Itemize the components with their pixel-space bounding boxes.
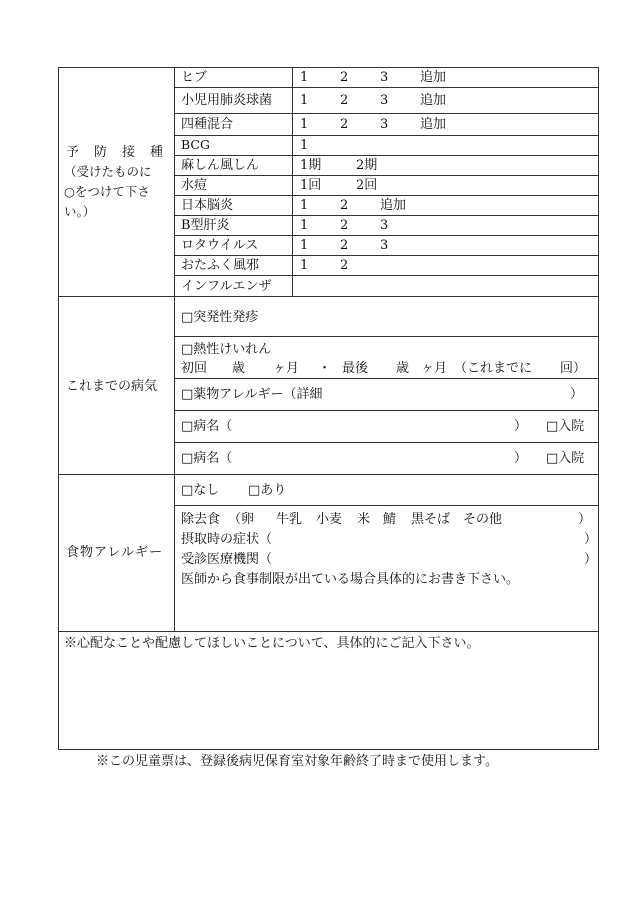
table-top-border [58,67,599,68]
concerns-prompt: ※心配なことや配慮してほしいことについて、具体的にご記入下さい。 [64,636,480,651]
dose-option[interactable]: 1 [300,138,309,153]
dose-option[interactable]: 3 [380,218,389,233]
table-right-border [598,67,599,750]
vaccine-name: おたふく風邪 [181,258,260,273]
vaccine-name: ヒブ [181,70,208,85]
vaccine-name: 小児用肺炎球菌 [181,93,273,108]
row-line [174,505,598,506]
section-separator [58,474,599,475]
food-allergy-details-area[interactable] [175,590,597,630]
has-allergy-checkbox[interactable]: □あり [248,483,287,498]
dose-option[interactable]: 追加 [420,70,447,85]
category-divider [174,67,175,631]
food-item[interactable]: 鯖 [383,512,397,527]
roseola-checkbox[interactable]: □突発性発疹 [181,310,259,325]
seizure-count-label: （これまでに [454,361,533,376]
section-separator [58,296,599,297]
disease-name-checkbox[interactable]: □病名（ [181,451,233,466]
elimination-diet-label: 除去食 [181,512,221,527]
dose-option[interactable]: 2 [340,218,349,233]
vaccine-name: B型肝炎 [181,218,230,233]
row-line [174,87,598,88]
month-unit: ヶ月 [273,361,300,376]
food-item[interactable]: 小麦 [316,512,343,527]
row-line [174,135,598,136]
row-line [174,275,598,276]
dose-option[interactable]: 1 [300,258,309,273]
row-line [174,255,598,256]
no-allergy-checkbox[interactable]: □なし [181,483,220,498]
month-unit: ヶ月 [421,361,448,376]
food-item[interactable]: その他 [463,512,503,527]
seizure-count-unit: 回） [560,361,587,376]
dose-option[interactable]: 3 [380,238,389,253]
footer-note: ※この児童票は、登録後病児保育室対象年齢終了時まで使用します。 [96,754,498,769]
food-allergy-title: 食物アレルギー [66,545,164,560]
row-line [174,442,598,443]
concerns-input-area[interactable] [59,655,597,747]
vaccination-note: い。） [64,204,96,219]
dose-option[interactable]: 1 [300,70,309,85]
dose-option[interactable]: 1回 [300,178,322,193]
age-unit: 歳 [232,361,246,376]
clinic-label: 受診医療機関（ [181,552,273,567]
disease-name-checkbox[interactable]: □病名（ [181,419,233,434]
dose-option[interactable]: 3 [380,117,389,132]
dose-option[interactable]: 1 [300,93,309,108]
drug-allergy-checkbox[interactable]: □薬物アレルギー（詳細 [181,387,323,402]
dose-option[interactable]: 2期 [356,158,378,173]
dose-option[interactable]: 2回 [356,178,378,193]
vaccine-name: BCG [181,137,210,152]
food-item[interactable]: 牛乳 [276,512,303,527]
vaccine-value-divider [292,67,293,296]
table-bottom-border [58,749,599,750]
symptoms-label: 摂取時の症状（ [181,532,273,547]
table-left-border [58,67,59,750]
hospitalized-checkbox[interactable]: □入院 [546,451,585,466]
dose-option[interactable]: 追加 [420,117,447,132]
dose-option[interactable]: 2 [340,198,349,213]
food-item[interactable]: （卵 [228,512,255,527]
dose-option[interactable]: 1期 [300,158,322,173]
first-seizure-label: 初回 [181,361,208,376]
vaccine-name: ロタウイルス [181,238,259,253]
vaccine-name: 日本脳炎 [181,198,234,213]
row-line [174,336,598,337]
last-seizure-label: 最後 [342,361,369,376]
vaccination-note: ○をつけて下さ [64,184,150,199]
dose-option[interactable]: 1 [300,117,309,132]
age-unit: 歳 [396,361,410,376]
section-separator [58,631,599,632]
row-line [174,235,598,236]
row-line [174,215,598,216]
row-line [174,175,598,176]
food-item[interactable]: 黒そば [411,512,451,527]
dose-option[interactable]: 1 [300,238,309,253]
row-line [174,378,598,379]
dose-option[interactable]: 2 [340,70,349,85]
vaccination-note: （受けたものに [64,164,152,179]
vaccine-name: 水痘 [181,178,208,193]
dose-option[interactable]: 3 [380,93,389,108]
vaccine-name: 四種混合 [181,117,234,132]
close-paren: ） [584,552,598,567]
hospitalized-checkbox[interactable]: □入院 [546,419,585,434]
close-paren: ） [514,419,528,434]
vaccination-title: 予 防 接 種 [66,145,165,160]
row-line [174,195,598,196]
row-line [174,410,598,411]
close-paren: ） [570,387,584,402]
dose-option[interactable]: 2 [340,258,349,273]
dose-option[interactable]: 追加 [380,198,407,213]
row-line [174,155,598,156]
separator-dot: ・ [318,361,332,376]
dose-option[interactable]: 1 [300,198,309,213]
row-line [174,113,598,114]
dose-option[interactable]: 1 [300,218,309,233]
dose-option[interactable]: 2 [340,238,349,253]
vaccine-name: 麻しん風しん [181,158,260,173]
febrile-seizure-checkbox[interactable]: □熱性けいれん [181,342,272,357]
dose-option[interactable]: 追加 [420,93,447,108]
vaccine-name: インフルエンザ [181,279,272,294]
illness-title: これまでの病気 [66,379,158,394]
close-paren: ） [514,451,528,466]
dose-option[interactable]: 3 [380,70,389,85]
dose-option[interactable]: 2 [340,93,349,108]
food-item[interactable]: 米 [357,512,371,527]
close-paren: ） [584,532,598,547]
doctor-note: 医師から食事制限が出ている場合具体的にお書き下さい。 [181,572,520,587]
close-paren: ） [578,512,592,527]
dose-option[interactable]: 2 [340,117,349,132]
